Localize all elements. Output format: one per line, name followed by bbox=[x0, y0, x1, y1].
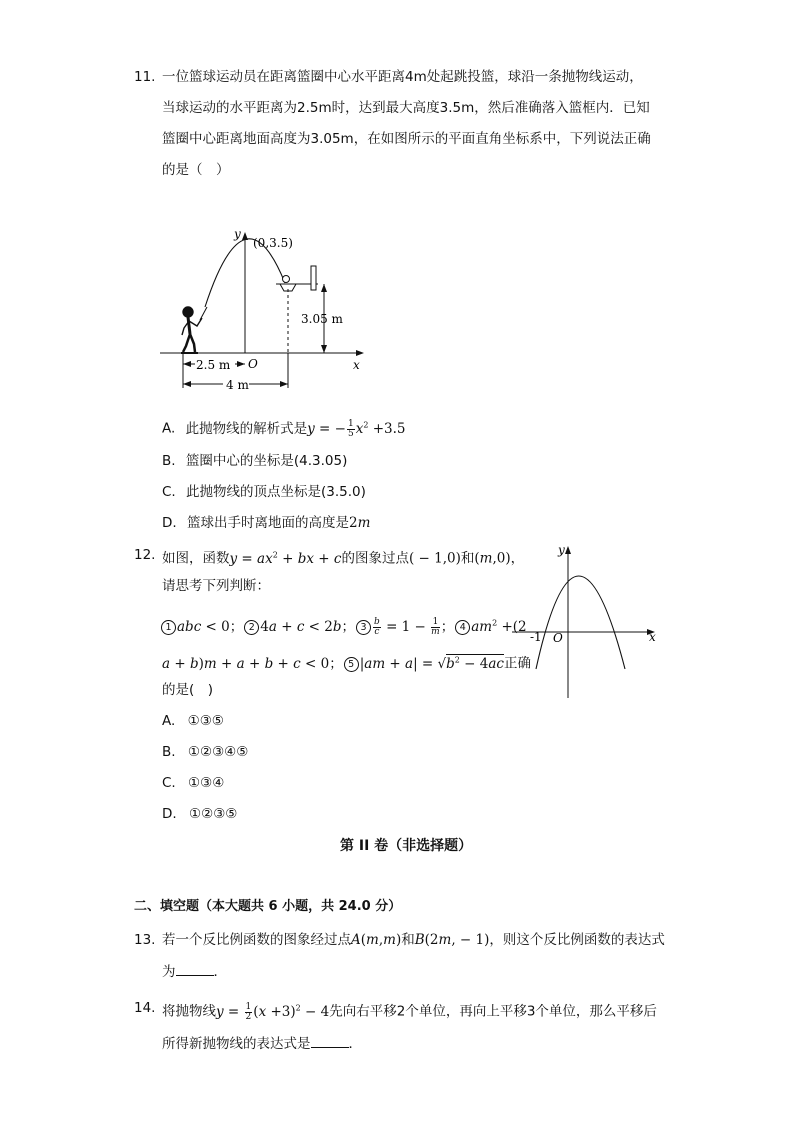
q11-line1: 一位篮球运动员在距离篮圈中心水平距离4m处起跳投篮，球沿一条抛物线运动， bbox=[162, 69, 643, 85]
q11-line3: 篮圈中心距离地面高度为3.05m，在如图所示的平面直角坐标系中，下列说法正确 bbox=[162, 131, 651, 147]
q11-option-b-text: 篮圈中心的坐标是(4.3.05) bbox=[185, 453, 348, 469]
q14-line1: 将抛物线y = $\frac{1}{2}$ $(x +3)^2 - 4$先向右平移2个单位，再向上平移3个单位，那么平移后 bbox=[162, 1001, 657, 1022]
q11-y-label: y bbox=[234, 227, 241, 241]
q12-figure bbox=[508, 540, 663, 702]
q11-option-a-letter: A. bbox=[162, 420, 176, 437]
q11-line2: 当球运动的水平距离为2.5m时，达到最大高度3.5m，然后准确落入篮框内．已知 bbox=[162, 100, 650, 116]
q11-option-d-text: 篮球出手时离地面的高度是 bbox=[186, 515, 349, 531]
q12-option-a bbox=[162, 711, 224, 731]
q11-option-c-letter: C. bbox=[162, 484, 176, 500]
q11-option-a-text: 此抛物线的解析式是 bbox=[185, 420, 308, 437]
q11-option-c-text: 此抛物线的顶点坐标是(3.5.0) bbox=[186, 484, 366, 500]
q13-number: 13. bbox=[134, 932, 156, 948]
q11-option-a: A. 此抛物线的解析式是y = − $\frac{1}{5}$ $x^2 +3.5$ bbox=[162, 418, 406, 439]
q12-option-c bbox=[162, 773, 224, 793]
player-figure-icon bbox=[181, 307, 207, 353]
q13-line1-c: ，则这个反比例函数的表达式 bbox=[489, 932, 665, 948]
q13-line2 bbox=[162, 961, 227, 982]
q12-line4: a + b)m + a + b + c < 0； 5 $|am + a| = √b^2 - 4ac$正确 bbox=[162, 655, 531, 672]
q11-origin-label: O bbox=[248, 357, 258, 371]
q12-line1-c: 和 bbox=[460, 550, 475, 567]
q14-line2 bbox=[162, 1033, 362, 1054]
q13-line1: 若一个反比例函数的图象经过点A(m,m)和B(2m, − 1)，则这个反比例函数的表达式 bbox=[162, 932, 665, 948]
q14-line2-b: ． bbox=[348, 1036, 362, 1052]
q11-option-b-letter: B. bbox=[162, 453, 176, 469]
q11-option-b bbox=[162, 451, 347, 471]
q12-option-a-text: ①③⑤ bbox=[187, 713, 224, 729]
part2-title: 第 II 卷（非选择题） bbox=[340, 838, 473, 854]
q12-option-a-letter: A. bbox=[162, 713, 176, 729]
q11-dist2-label: 4 m bbox=[226, 378, 249, 392]
q12-number: 12. bbox=[134, 547, 156, 563]
q12-origin-label: O bbox=[553, 631, 563, 645]
q11-option-d-letter: D. bbox=[162, 515, 177, 531]
q11-option-c bbox=[162, 482, 366, 502]
q12-option-b bbox=[162, 742, 248, 762]
q12-option-d-text: ①②③⑤ bbox=[188, 806, 238, 822]
q13-line1-b: 和 bbox=[401, 932, 415, 948]
q12-line1-b: 的图象过点 bbox=[341, 550, 409, 567]
q11-vertex-label: (0,3.5) bbox=[253, 236, 293, 250]
q11-x-label: x bbox=[353, 358, 360, 372]
q12-neg1-label: -1 bbox=[530, 630, 542, 644]
q13-line2-b: ． bbox=[213, 964, 227, 980]
q11-figure bbox=[150, 222, 380, 397]
q12-line6: 的是( ) bbox=[162, 682, 214, 698]
q12-option-b-text: ①②③④⑤ bbox=[187, 744, 249, 760]
q12-x-label: x bbox=[649, 630, 656, 644]
q13-answer-blank[interactable] bbox=[176, 961, 214, 976]
q12-line1-a: 如图，函数 bbox=[162, 550, 230, 567]
q14-line2-a: 所得新抛物线的表达式是 bbox=[162, 1036, 311, 1052]
q12-option-d bbox=[162, 804, 237, 824]
q12-option-c-text: ①③④ bbox=[188, 775, 225, 791]
q14-number: 14. bbox=[134, 1000, 156, 1016]
q12-option-b-letter: B. bbox=[162, 744, 176, 760]
section2-title: 二、填空题（本大题共 6 小题，共 24.0 分） bbox=[134, 899, 402, 914]
q12-line1: 如图，函数$y = ax^2$ + bx + c的图象过点( − 1,0)和(m,0)， bbox=[162, 550, 525, 567]
q14-line1-a: 将抛物线 bbox=[162, 1003, 216, 1020]
q13-line1-a: 若一个反比例函数的图象经过点 bbox=[162, 932, 351, 948]
q12-option-c-letter: C. bbox=[162, 775, 176, 791]
q12-line2: 请思考下列判断： bbox=[162, 578, 270, 594]
q12-line1-d: ， bbox=[510, 550, 525, 567]
q13-line2-a: 为 bbox=[162, 964, 176, 980]
q12-option-d-letter: D. bbox=[162, 806, 177, 822]
q14-line1-b: 先向右平移2个单位，再向上平移3个单位，那么平移后 bbox=[329, 1003, 657, 1020]
q14-answer-blank[interactable] bbox=[311, 1033, 349, 1048]
q11-height-label: 3.05 m bbox=[301, 312, 343, 326]
q11-number: 11. bbox=[134, 69, 156, 85]
q11-option-d: D. 篮球出手时离地面的高度是2m bbox=[162, 515, 371, 531]
q11-line4: 的是（ ） bbox=[162, 162, 230, 178]
q12-line3: 1 abc < 0； 2 4a + c < 2b； 3 $\frac{b}{c}$ = 1 − $\frac{1}{m}$ ； 4 $am^2 +(2$ bbox=[160, 613, 527, 637]
q11-dist1-label: 2.5 m bbox=[196, 358, 231, 372]
q12-y-label: y bbox=[558, 543, 565, 557]
